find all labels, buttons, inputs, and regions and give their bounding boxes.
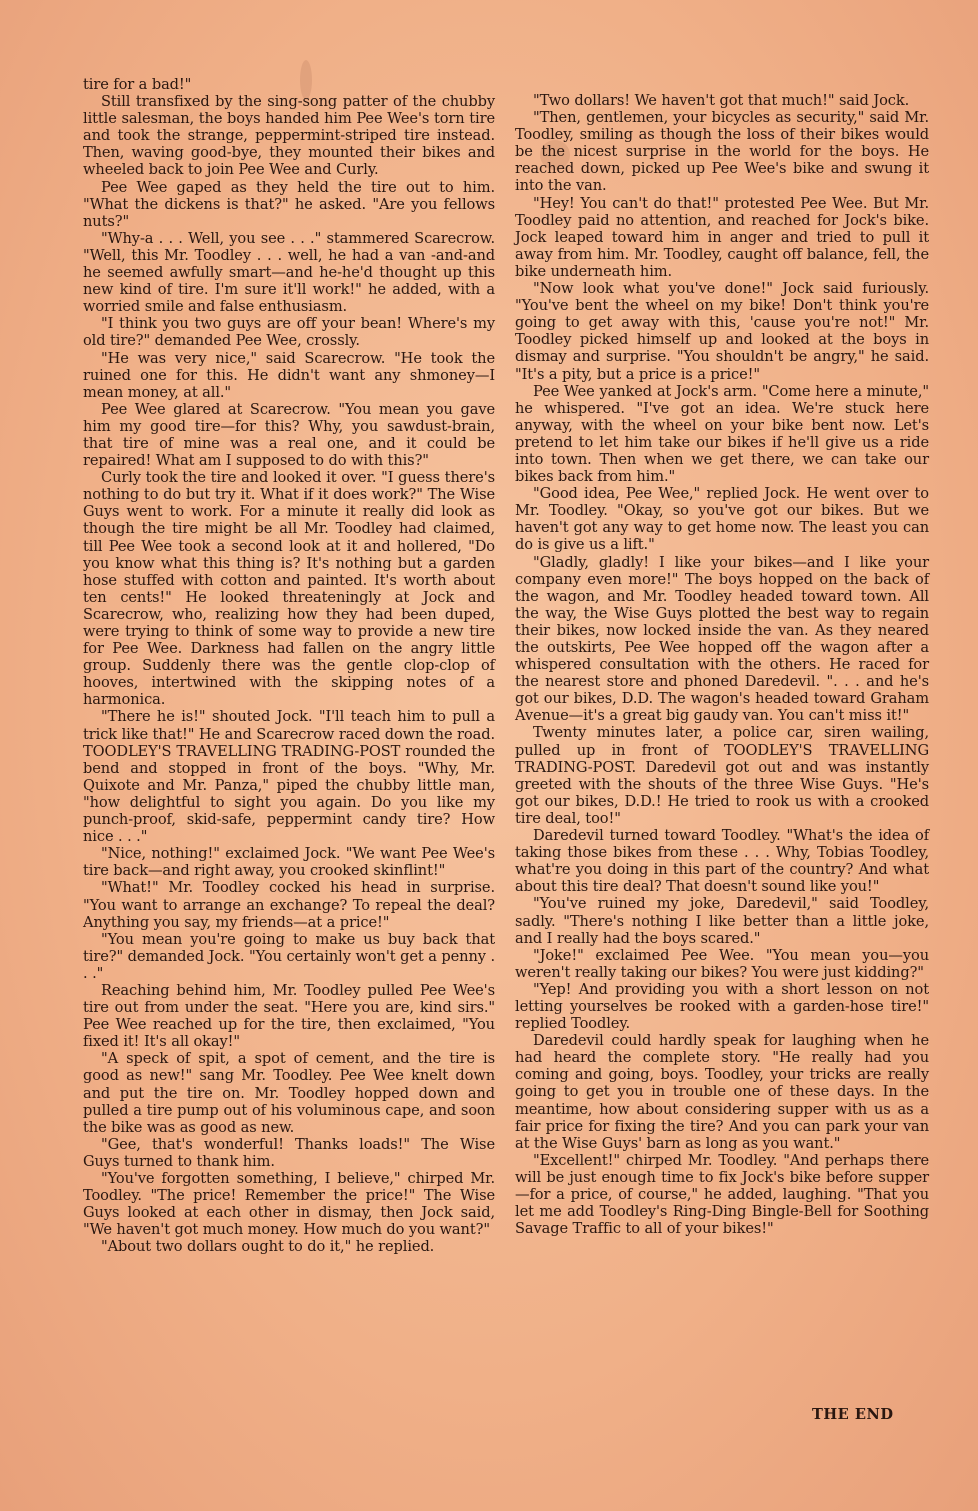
- paragraph: "Gee, that's wonderful! Thanks loads!" The Wise Guys turned to thank him.: [83, 1135, 495, 1170]
- paragraph: "Why-a . . . Well, you see . . ." stammered Scarecrow. "Well, this Mr. Toodley . . . well, he had a van -and-and he seemed awfully smart—and he-he'd thought up this new kind of tire. I'm sure it'll work!" he added, with a worried smile and false enthusiasm.: [83, 229, 495, 316]
- paragraph: "Nice, nothing!" exclaimed Jock. "We want Pee Wee's tire back—and right away, you crooked skinflint!": [83, 845, 495, 880]
- paragraph: "You've forgotten something, I believe," chirped Mr. Toodley. "The price! Remember the price!" The Wise Guys looked at each other in dismay, then Jock said, "We haven't got much money. How much do you want?": [83, 1170, 495, 1239]
- paragraph: "About two dollars ought to do it," he replied.: [101, 1238, 435, 1256]
- paragraph: "Good idea, Pee Wee," replied Jock. He went over to Mr. Toodley. "Okay, so you've got our bikes. But we haven't got any way to get home now. The least you can do is give us a lift.": [515, 485, 929, 554]
- paragraph: "Gladly, gladly! I like your bikes—and I like your company even more!" The boys hopped on the back of the wagon, and Mr. Toodley headed toward town. All the way, the Wise Guys plotted the best way to regain their bikes, now locked inside the van. As they neared the outskirts, Pee Wee hopped off the wagon after a whispered consultation with the others. He raced for the nearest store and phoned Daredevil. ". . . and he's got our bikes, D.D. The wagon's headed toward Graham Avenue—it's a great big gaudy van. You can't miss it!": [515, 553, 929, 725]
- paragraph: "Excellent!" chirped Mr. Toodley. "And perhaps there will be just enough time to fix Jock's bike before supper—for a price, of course," he added, laughing. "That you let me add Toodley's Ring-Ding Bingle-Bell for Soothing Savage Traffic to all of your bikes!": [515, 1151, 929, 1238]
- paragraph: "A speck of spit, a spot of cement, and the tire is good as new!" sang Mr. Toodley. Pee Wee knelt down and put the tire on. Mr. Toodley hopped down and pulled a tire pump out of his voluminous cape, and soon the bike was as good as new.: [83, 1050, 495, 1136]
- left-text-column: [83, 76, 495, 1255]
- paragraph: "There he is!" shouted Jock. "I'll teach him to pull a trick like that!" He and Scarecrow raced down the road. TOODLEY'S TRAVELLING TRADING-POST rounded the bend and stopped in front of the boys. "Why, Mr. Quixote and Mr. Panza," piped the chubby little man, "how delightful to sight you again. Do you like my punch-proof, skid-safe, peppermint candy tire? How nice . . .": [83, 708, 495, 846]
- paragraph: Still transfixed by the sing-song patter of the chubby little salesman, the boys handed him Pee Wee's torn tire and took the strange, peppermint-striped tire instead. Then, waving good-bye, they mounted their bikes and wheeled back to join Pee Wee and Curly.: [83, 93, 495, 179]
- paragraph: "Joke!" exclaimed Pee Wee. "You mean you—you weren't really taking our bikes? You were just kidding?": [515, 946, 929, 981]
- paragraph: "Hey! You can't do that!" protested Pee Wee. But Mr. Toodley paid no attention, and reached for Jock's bike. Jock leaped toward him in anger and tried to pull it away from him. Mr. Toodley, caught off balance, fell, the bike underneath him.: [515, 194, 929, 280]
- paragraph: "Then, gentlemen, your bicycles as security," said Mr. Toodley, smiling as though the loss of their bikes would be the nicest surprise in the world for the boys. He reached down, picked up Pee Wee's bike and swung it into the van.: [515, 109, 929, 195]
- paragraph: "Now look what you've done!" Jock said furiously. "You've bent the wheel on my bike! Don't think you're going to get away with this, 'cause you're not!" Mr. Toodley picked himself up and looked at the boys in dismay and surprise. "You shouldn't be angry," he said. "It's a pity, but a price is a price!": [515, 280, 929, 383]
- paragraph: Reaching behind him, Mr. Toodley pulled Pee Wee's tire out from under the seat. "Here you are, kind sirs." Pee Wee reached up for the tire, then exclaimed, "You fixed it! It's all okay!": [83, 981, 495, 1051]
- paragraph: Daredevil turned toward Toodley. "What's the idea of taking those bikes from these . . . Why, Tobias Toodley, what're you doing in this part of the country? And what about this tire deal? That doesn't sound like you!": [515, 827, 929, 896]
- paragraph: "I think you two guys are off your bean! Where's my old tire?" demanded Pee Wee, crossly.: [83, 315, 495, 350]
- right-text-column: [515, 92, 929, 1237]
- paragraph: "You mean you're going to make us buy back that tire?" demanded Jock. "You certainly won't get a penny . . .": [83, 930, 495, 982]
- paragraph: "What!" Mr. Toodley cocked his head in surprise. "You want to arrange an exchange? To repeal the deal? Anything you say, my friends—at a price!": [83, 879, 495, 931]
- paragraph: Twenty minutes later, a police car, siren wailing, pulled up in front of TOODLEY'S TRAVELLING TRADING-POST. Daredevil got out and was instantly greeted with the shouts of the three Wise Guys. "He's got our bikes, D.D.! He tried to rook us with a crooked tire deal, too!": [515, 724, 929, 827]
- the-end-label: THE END: [812, 1406, 894, 1423]
- paragraph: tire for a bad!": [83, 76, 192, 93]
- paragraph: Pee Wee glared at Scarecrow. "You mean you gave him my good tire—for this? Why, you sawdust-brain, that tire of mine was a real one, and it could be repaired! What am I supposed to do with this?": [83, 400, 495, 470]
- paragraph: Pee Wee gaped as they held the tire out to him. "What the dickens is that?" he asked. "Are you fellows nuts?": [83, 178, 495, 230]
- paragraph: "Yep! And providing you with a short lesson on not letting yourselves be rooked with a garden-hose tire!" replied Toodley.: [515, 980, 929, 1033]
- paragraph: "You've ruined my joke, Daredevil," said Toodley, sadly. "There's nothing I like better than a little joke, and I really had the boys scared.": [515, 895, 929, 947]
- paragraph: Pee Wee yanked at Jock's arm. "Come here a minute," he whispered. "I've got an idea. We're stuck here anyway, with the wheel on your bike bent now. Let's pretend to let him take our bikes if he'll give us a ride into town. Then when we get there, we can take our bikes back from him.": [515, 382, 929, 486]
- paragraph: "He was very nice," said Scarecrow. "He took the ruined one for this. He didn't want any shmoney—I mean money, at all.": [83, 349, 495, 401]
- paragraph: Daredevil could hardly speak for laughing when he had heard the complete story. "He really had you coming and going, boys. Toodley, your tricks are really going to get you in trouble one of these days. In the meantime, how about considering supper with us as a fair price for fixing the tire? And you can park your van at the Wise Guys' barn as long as you want.": [515, 1032, 929, 1152]
- paragraph: Curly took the tire and looked it over. "I guess there's nothing to do but try it. What if it does work?" The Wise Guys went to work. For a minute it really did look as though the tire might be all Mr. Toodley had claimed, till Pee Wee took a second look at it and hollered, "Do you know what this thing is? It's nothing but a garden hose stuffed with cotton and painted. It's worth about ten cents!" He looked threateningly at Jock and Scarecrow, who, realizing how they had been duped, were trying to think of some way to provide a new tire for Pee Wee. Darkness had fallen on the angry little group. Suddenly there was the gentle clop-clop of hooves, intertwined with the skipping notes of a harmonica.: [83, 469, 495, 709]
- paragraph: "Two dollars! We haven't got that much!" said Jock.: [533, 92, 910, 109]
